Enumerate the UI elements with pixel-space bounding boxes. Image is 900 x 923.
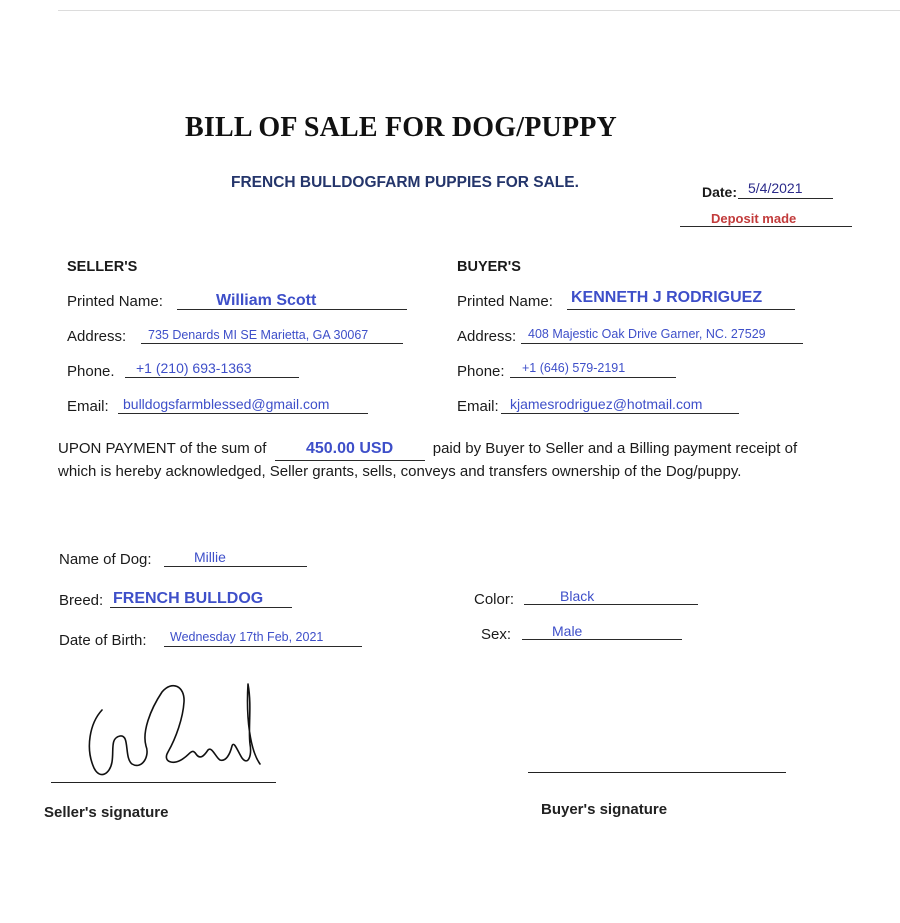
document-title: BILL OF SALE FOR DOG/PUPPY bbox=[185, 112, 617, 143]
date-line bbox=[738, 198, 833, 199]
buyer-email-label: Email: bbox=[457, 398, 499, 415]
buyer-email-line bbox=[501, 413, 739, 414]
seller-phone-value[interactable]: +1 (210) 693-1363 bbox=[136, 360, 252, 376]
seller-email-value[interactable]: bulldogsfarmblessed@gmail.com bbox=[123, 396, 330, 412]
payment-amount[interactable]: 450.00 USD bbox=[275, 438, 425, 461]
date-label: Date: bbox=[702, 184, 738, 200]
color-line bbox=[524, 604, 698, 605]
buyer-name-label: Printed Name: bbox=[457, 293, 553, 310]
seller-signature-line bbox=[51, 782, 276, 783]
buyer-signature-line[interactable] bbox=[528, 772, 786, 773]
deposit-line bbox=[680, 226, 852, 227]
seller-phone-label: Phone. bbox=[67, 363, 115, 380]
sex-value[interactable]: Male bbox=[552, 623, 583, 639]
breed-label: Breed: bbox=[59, 592, 104, 609]
dob-line bbox=[164, 646, 362, 647]
buyer-address-label: Address: bbox=[457, 328, 517, 345]
seller-heading: SELLER'S bbox=[67, 259, 138, 275]
buyer-address-line bbox=[521, 343, 803, 344]
seller-signature-label: Seller's signature bbox=[44, 804, 169, 821]
seller-address-line bbox=[141, 343, 403, 344]
buyer-phone-line bbox=[510, 377, 676, 378]
dog-name-value[interactable]: Millie bbox=[194, 549, 226, 565]
color-value[interactable]: Black bbox=[560, 588, 595, 604]
buyer-name-line bbox=[567, 309, 795, 310]
sex-label: Sex: bbox=[481, 626, 512, 643]
seller-name-value[interactable]: William Scott bbox=[216, 292, 317, 309]
seller-signature-image bbox=[80, 678, 280, 788]
buyer-phone-label: Phone: bbox=[457, 363, 505, 380]
buyer-signature-label: Buyer's signature bbox=[541, 801, 668, 818]
date-value[interactable]: 5/4/2021 bbox=[748, 180, 803, 196]
buyer-name-value[interactable]: KENNETH J RODRIGUEZ bbox=[571, 289, 763, 306]
document-subtitle: FRENCH BULLDOGFARM PUPPIES FOR SALE. bbox=[231, 174, 579, 191]
dog-name-line bbox=[164, 566, 307, 567]
seller-address-label: Address: bbox=[67, 328, 127, 345]
sex-line bbox=[522, 639, 682, 640]
deposit-note: Deposit made bbox=[711, 211, 797, 226]
seller-name-label: Printed Name: bbox=[67, 293, 163, 310]
buyer-heading: BUYER'S bbox=[457, 259, 521, 275]
payment-paragraph bbox=[58, 438, 838, 483]
seller-address-value[interactable]: 735 Denards MI SE Marietta, GA 30067 bbox=[148, 328, 369, 342]
color-label: Color: bbox=[474, 591, 515, 608]
payment-text-before: UPON PAYMENT of the sum of bbox=[58, 440, 267, 457]
seller-email-label: Email: bbox=[67, 398, 109, 415]
seller-phone-line bbox=[125, 377, 299, 378]
dob-label: Date of Birth: bbox=[59, 632, 147, 649]
dog-name-label: Name of Dog: bbox=[59, 551, 152, 568]
buyer-address-value[interactable]: 408 Majestic Oak Drive Garner, NC. 27529 bbox=[528, 327, 766, 341]
payment-text-after: paid by Buyer to Seller and a Billing payment receipt of which is hereby acknowledged, Seller grants, sells, conveys and transfers ownership of the Dog/puppy. bbox=[58, 440, 798, 480]
dob-value[interactable]: Wednesday 17th Feb, 2021 bbox=[170, 630, 324, 644]
breed-value[interactable]: FRENCH BULLDOG bbox=[113, 590, 264, 607]
buyer-phone-value[interactable]: +1 (646) 579-2191 bbox=[522, 361, 626, 375]
seller-email-line bbox=[118, 413, 368, 414]
top-rule bbox=[58, 10, 900, 11]
buyer-email-value[interactable]: kjamesrodriguez@hotmail.com bbox=[510, 396, 703, 412]
